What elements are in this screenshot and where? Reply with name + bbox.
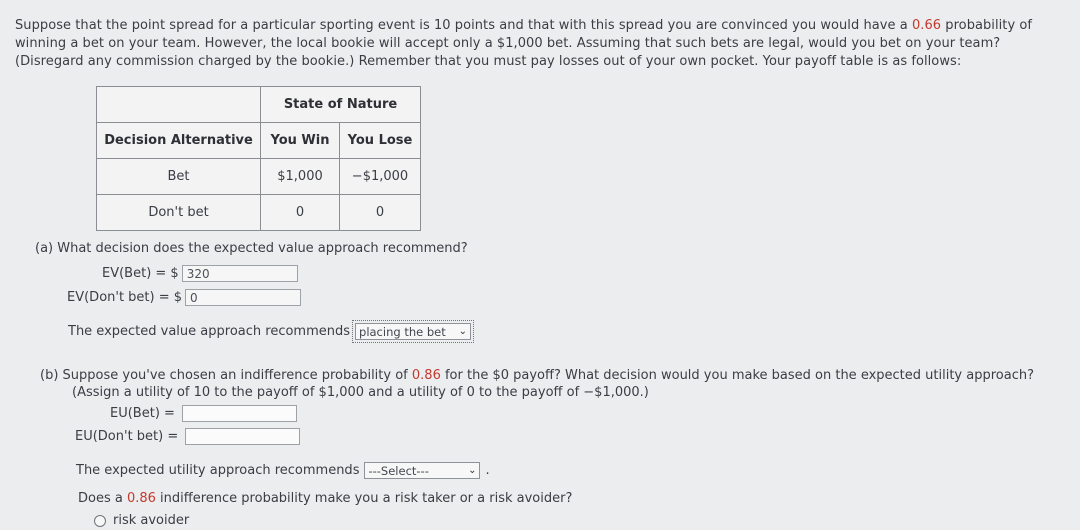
eu-bet-label: EU(Bet) = (110, 406, 175, 421)
intro-text-1: Suppose that the point spread for a particular sporting event is 10 points and that with this spread you are convinced you would have a (15, 18, 912, 33)
risk-question-text-2: indifference probability make you a risk taker or a risk avoider? (155, 491, 573, 506)
risk-avoider-radio[interactable] (94, 515, 106, 527)
payoff-table (96, 86, 421, 231)
eu-recommend-row (76, 462, 490, 479)
chevron-down-icon: ⌄ (468, 465, 477, 476)
indifference-probability-highlight: 0.86 (411, 368, 441, 383)
eu-dont-bet-row (75, 428, 300, 445)
eu-dont-bet-label: EU(Don't bet) = (75, 429, 179, 444)
ev-recommend-label: The expected value approach recommends (68, 324, 351, 339)
intro-text-2: probability of winning a bet on your team. However, the local bookie will accept only a $1,000 bet. Assuming that such bets are legal, would you bet on your team? (Disregard any commission charged by the bookie.) Remember that you must pay losses out of your own pocket. Your payoff table is as follows: (15, 18, 1032, 69)
ev-recommend-value: placing the bet (359, 324, 446, 339)
part-b-text-1: (b) Suppose you've chosen an indifference probability of (40, 368, 412, 383)
ev-bet-row (102, 265, 298, 282)
ev-recommend-row (68, 323, 471, 340)
table-row (97, 159, 421, 195)
payoff-lose: 0 (340, 195, 421, 231)
ev-bet-input[interactable]: 320 (182, 265, 298, 282)
problem-statement (15, 17, 1065, 71)
payoff-win: 0 (261, 195, 340, 231)
part-a-question: (a) What decision does the expected value approach recommend? (35, 241, 468, 256)
eu-recommend-value: ---Select--- (368, 463, 429, 478)
risk-avoider-label: risk avoider (113, 513, 190, 528)
decision-alternative-header: Decision Alternative (97, 123, 261, 159)
eu-recommend-label: The expected utility approach recommends (76, 463, 360, 478)
risk-question (78, 491, 572, 506)
eu-dont-bet-input[interactable] (185, 428, 300, 445)
risk-avoider-option[interactable] (94, 513, 189, 528)
eu-bet-row (110, 405, 297, 422)
risk-question-text-1: Does a (78, 491, 127, 506)
you-lose-header: You Lose (340, 123, 421, 159)
probability-highlight: 0.66 (911, 18, 942, 33)
ev-bet-label: EV(Bet) = $ (102, 266, 179, 281)
ev-recommend-select[interactable] (355, 323, 471, 340)
table-corner-cell (97, 87, 261, 123)
ev-dont-bet-input[interactable]: 0 (185, 289, 301, 306)
payoff-win: $1,000 (261, 159, 340, 195)
row-label: Bet (97, 159, 261, 195)
ev-dont-bet-row (67, 289, 301, 306)
part-b-question (40, 367, 1040, 401)
payoff-lose: −$1,000 (340, 159, 421, 195)
ev-dont-bet-label: EV(Don't bet) = $ (67, 290, 183, 305)
period: . (485, 463, 490, 478)
part-b-text-3: (Assign a utility of 10 to the payoff of $1,000 and a utility of 0 to the payoff of −$1,000.) (72, 385, 649, 400)
you-win-header: You Win (261, 123, 340, 159)
risk-probability-highlight: 0.86 (126, 491, 156, 506)
eu-bet-input[interactable] (182, 405, 297, 422)
row-label: Don't bet (97, 195, 261, 231)
eu-recommend-select[interactable] (364, 462, 480, 479)
part-b-text-2: for the $0 payoff? What decision would you make based on the expected utility approach? (440, 368, 1034, 383)
table-row (97, 195, 421, 231)
state-of-nature-header: State of Nature (261, 87, 421, 123)
chevron-down-icon: ⌄ (458, 326, 468, 337)
